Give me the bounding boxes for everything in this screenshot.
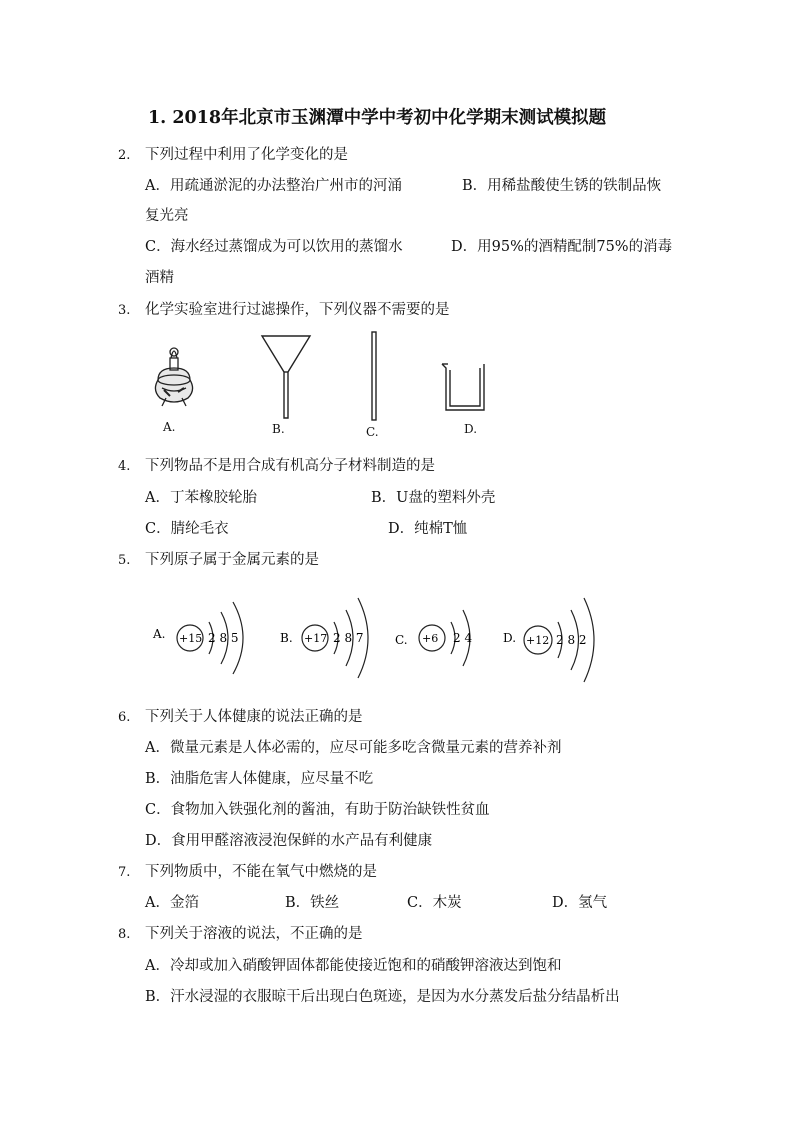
question-number: 2. bbox=[118, 148, 131, 163]
option-b: B．U盘的塑料外壳 bbox=[371, 490, 496, 506]
apparatus-label-a: A. bbox=[163, 420, 176, 434]
atom-a-electrons: 2 8 5 bbox=[208, 631, 239, 645]
exam-title: 1. 2018年北京市玉渊潭中学中考初中化学期末测试模拟题 bbox=[148, 108, 607, 128]
apparatus-label-c: C. bbox=[366, 425, 379, 439]
question-number: 4. bbox=[118, 459, 131, 474]
atom-a-label: A. bbox=[153, 627, 166, 641]
lab-apparatus-figure bbox=[140, 330, 500, 440]
question-3 bbox=[118, 298, 450, 319]
option-b: B．油脂危害人体健康，应尽量不吃 bbox=[145, 771, 374, 787]
question-stem: 下列过程中利用了化学变化的是 bbox=[145, 147, 348, 163]
option-c: C．木炭 bbox=[407, 895, 462, 911]
option-c: C．食物加入铁强化剂的酱油，有助于防治缺铁性贫血 bbox=[145, 802, 490, 818]
option-d: D．用95%的酒精配制75%的消毒 bbox=[451, 239, 673, 255]
apparatus-label-d: D. bbox=[464, 422, 478, 436]
question-6 bbox=[118, 705, 363, 726]
alcohol-lamp-icon bbox=[155, 348, 192, 406]
question-stem: 化学实验室进行过滤操作，下列仪器不需要的是 bbox=[145, 302, 450, 318]
question-8 bbox=[118, 922, 363, 943]
glass-rod-icon bbox=[372, 332, 376, 420]
option-b: B．用稀盐酸使生锈的铁制品恢 bbox=[462, 178, 662, 194]
option-b-continued: 复光亮 bbox=[145, 208, 189, 224]
option-c: C．海水经过蒸馏成为可以饮用的蒸馏水 bbox=[145, 239, 403, 255]
option-a: A．用疏通淤泥的办法整治广州市的河涌 bbox=[145, 178, 402, 194]
beaker-icon bbox=[442, 364, 484, 410]
atom-d-nucleus: +12 bbox=[526, 634, 550, 647]
option-a: A．微量元素是人体必需的，应尽可能多吃含微量元素的营养补剂 bbox=[145, 740, 562, 756]
atom-d-electrons: 2 8 2 bbox=[556, 633, 587, 647]
question-7 bbox=[118, 860, 377, 881]
question-number: 8. bbox=[118, 927, 131, 942]
atom-c-nucleus: +6 bbox=[422, 632, 439, 645]
question-stem: 下列关于溶液的说法，不正确的是 bbox=[145, 926, 363, 942]
atom-b-electrons: 2 8 7 bbox=[333, 631, 364, 645]
question-number: 6. bbox=[118, 710, 131, 725]
apparatus-label-b: B. bbox=[272, 422, 285, 436]
option-a: A．丁苯橡胶轮胎 bbox=[145, 490, 257, 506]
question-2 bbox=[118, 143, 348, 164]
option-c: C．腈纶毛衣 bbox=[145, 521, 229, 537]
question-number: 7. bbox=[118, 865, 131, 880]
atom-a-nucleus: +15 bbox=[179, 632, 203, 645]
question-stem: 下列关于人体健康的说法正确的是 bbox=[145, 709, 363, 725]
atom-d-label: D. bbox=[503, 631, 517, 645]
option-d-continued: 酒精 bbox=[145, 270, 174, 286]
option-b: B．铁丝 bbox=[285, 895, 340, 911]
question-number: 5. bbox=[118, 553, 131, 568]
option-d: D．纯棉T恤 bbox=[388, 521, 468, 537]
option-b: B．汗水浸湿的衣服晾干后出现白色斑迹，是因为水分蒸发后盐分结晶析出 bbox=[145, 989, 620, 1005]
option-a: A．冷却或加入硝酸钾固体都能使接近饱和的硝酸钾溶液达到饱和 bbox=[145, 958, 562, 974]
atom-c-electrons: 2 4 bbox=[453, 631, 473, 645]
question-4 bbox=[118, 454, 435, 475]
funnel-icon bbox=[262, 336, 310, 418]
option-d: D．氢气 bbox=[552, 895, 608, 911]
question-number: 3. bbox=[118, 303, 131, 318]
question-5 bbox=[118, 548, 319, 569]
atom-c-label: C. bbox=[395, 633, 408, 647]
atom-b-nucleus: +17 bbox=[304, 632, 328, 645]
atom-structure-figure bbox=[145, 592, 605, 688]
question-stem: 下列物品不是用合成有机高分子材料制造的是 bbox=[145, 458, 435, 474]
question-stem: 下列原子属于金属元素的是 bbox=[145, 552, 319, 568]
option-d: D．食用甲醛溶液浸泡保鲜的水产品有利健康 bbox=[145, 833, 433, 849]
atom-b-label: B. bbox=[280, 631, 293, 645]
question-stem: 下列物质中，不能在氧气中燃烧的是 bbox=[145, 864, 377, 880]
option-a: A．金箔 bbox=[145, 895, 199, 911]
